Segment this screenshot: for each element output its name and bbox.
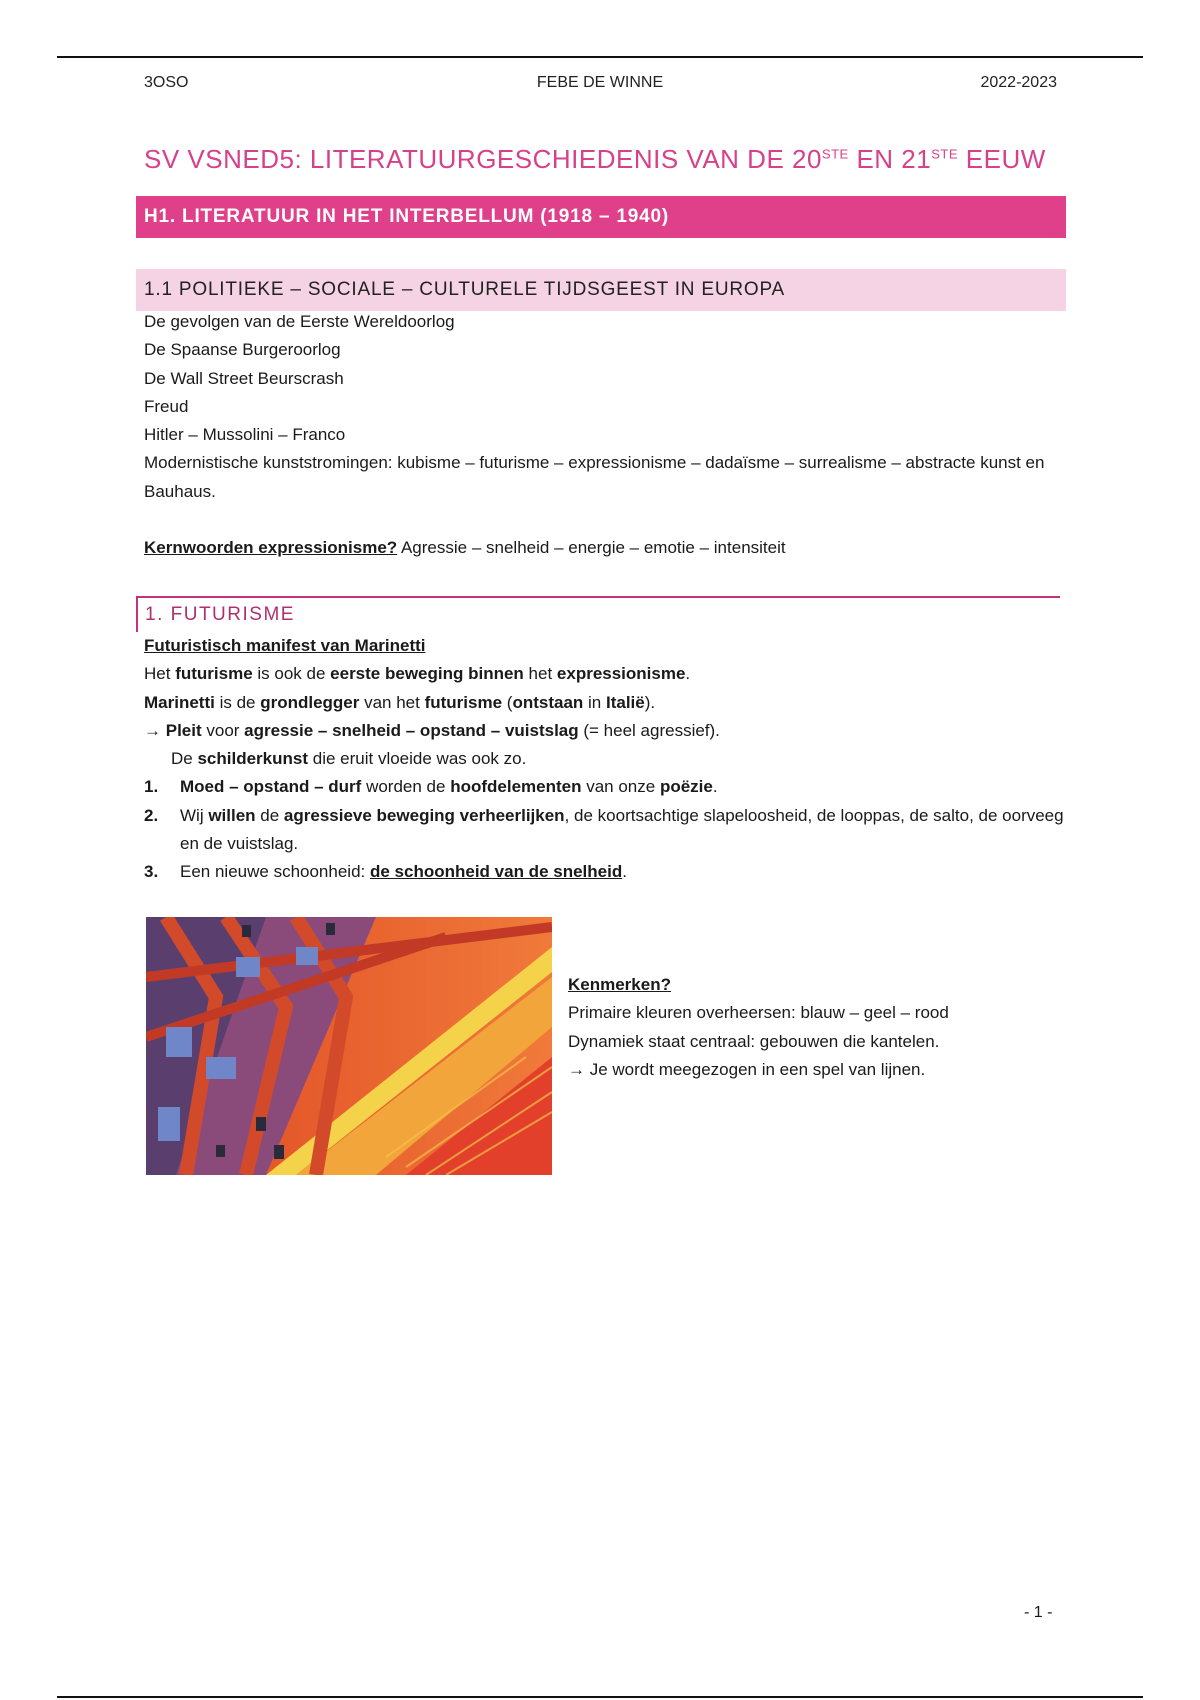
top-rule (57, 56, 1143, 58)
kenmerken-line: → Je wordt meegezogen in een spel van lijnen. (568, 1059, 926, 1079)
futurist-painting (146, 917, 552, 1175)
body-line: De Spaanse Burgeroorlog (144, 340, 341, 360)
page-number: - 1 - (1024, 1604, 1053, 1621)
list-item: 2. Wij willen de agressieve beweging verheerlijken, de koortsachtige slapeloosheid, de looppas, de salto, de oorveeg en de vuistslag. (144, 805, 1064, 854)
kenmerken-block (568, 971, 949, 1084)
header-class: 3OSO (144, 74, 189, 91)
kernwoorden-label: Kernwoorden expressionisme? (144, 538, 398, 558)
manifest-heading: Futuristisch manifest van Marinetti (144, 636, 426, 655)
list-item: 1. Moed – opstand – durf worden de hoofdelementen van onze poëzie. (144, 777, 718, 797)
section-body (144, 308, 1066, 562)
header-author: FEBE DE WINNE (536, 74, 664, 91)
body-line: → Pleit voor agressie – snelheid – opstand – vuistslag (= heel agressief). (144, 720, 720, 740)
body-line: De gevolgen van de Eerste Wereldoorlog (144, 312, 455, 331)
futurisme-body (144, 632, 1066, 887)
bottom-rule (57, 1696, 1143, 1698)
list-item: 3. Een nieuwe schoonheid: de schoonheid van de snelheid. (144, 862, 627, 882)
body-line: De Wall Street Beurscrash (144, 368, 344, 388)
kenmerken-line: Primaire kleuren overheersen: blauw – geel – rood (568, 1003, 949, 1023)
document-title: SV VSNED5: LITERATUURGESCHIEDENIS VAN DE 20STE EN 21STE EEUW (144, 144, 1046, 174)
body-line: Hitler – Mussolini – Franco (144, 425, 346, 445)
body-line: Modernistische kunststromingen: kubisme – futurisme – expressionisme – dadaïsme – surrealisme – abstracte kunst en Bauhaus. (144, 453, 1045, 501)
kenmerken-line: Dynamiek staat centraal: gebouwen die kantelen. (568, 1031, 940, 1051)
body-line: De schilderkunst die eruit vloeide was ook zo. (171, 749, 527, 769)
kernwoorden-line: Kernwoorden expressionisme? Agressie – snelheid – energie – emotie – intensiteit (144, 538, 786, 558)
body-line: Het futurisme is ook de eerste beweging binnen het expressionisme. (144, 664, 691, 684)
chapter-heading: H1. LITERATUUR IN HET INTERBELLUM (1918 – 1940) (136, 196, 1066, 238)
header-year: 2022-2023 (980, 74, 1057, 91)
body-line: Freud (144, 396, 189, 416)
section-heading: 1.1 POLITIEKE – SOCIALE – CULTURELE TIJDSGEEST IN EUROPA (136, 269, 1066, 311)
kenmerken-label: Kenmerken? (568, 975, 671, 994)
body-line: Marinetti is de grondlegger van het futurisme (ontstaan in Italië). (144, 692, 656, 712)
arrow-icon: → (144, 720, 166, 740)
subsection-heading: 1. FUTURISME (136, 596, 1060, 632)
